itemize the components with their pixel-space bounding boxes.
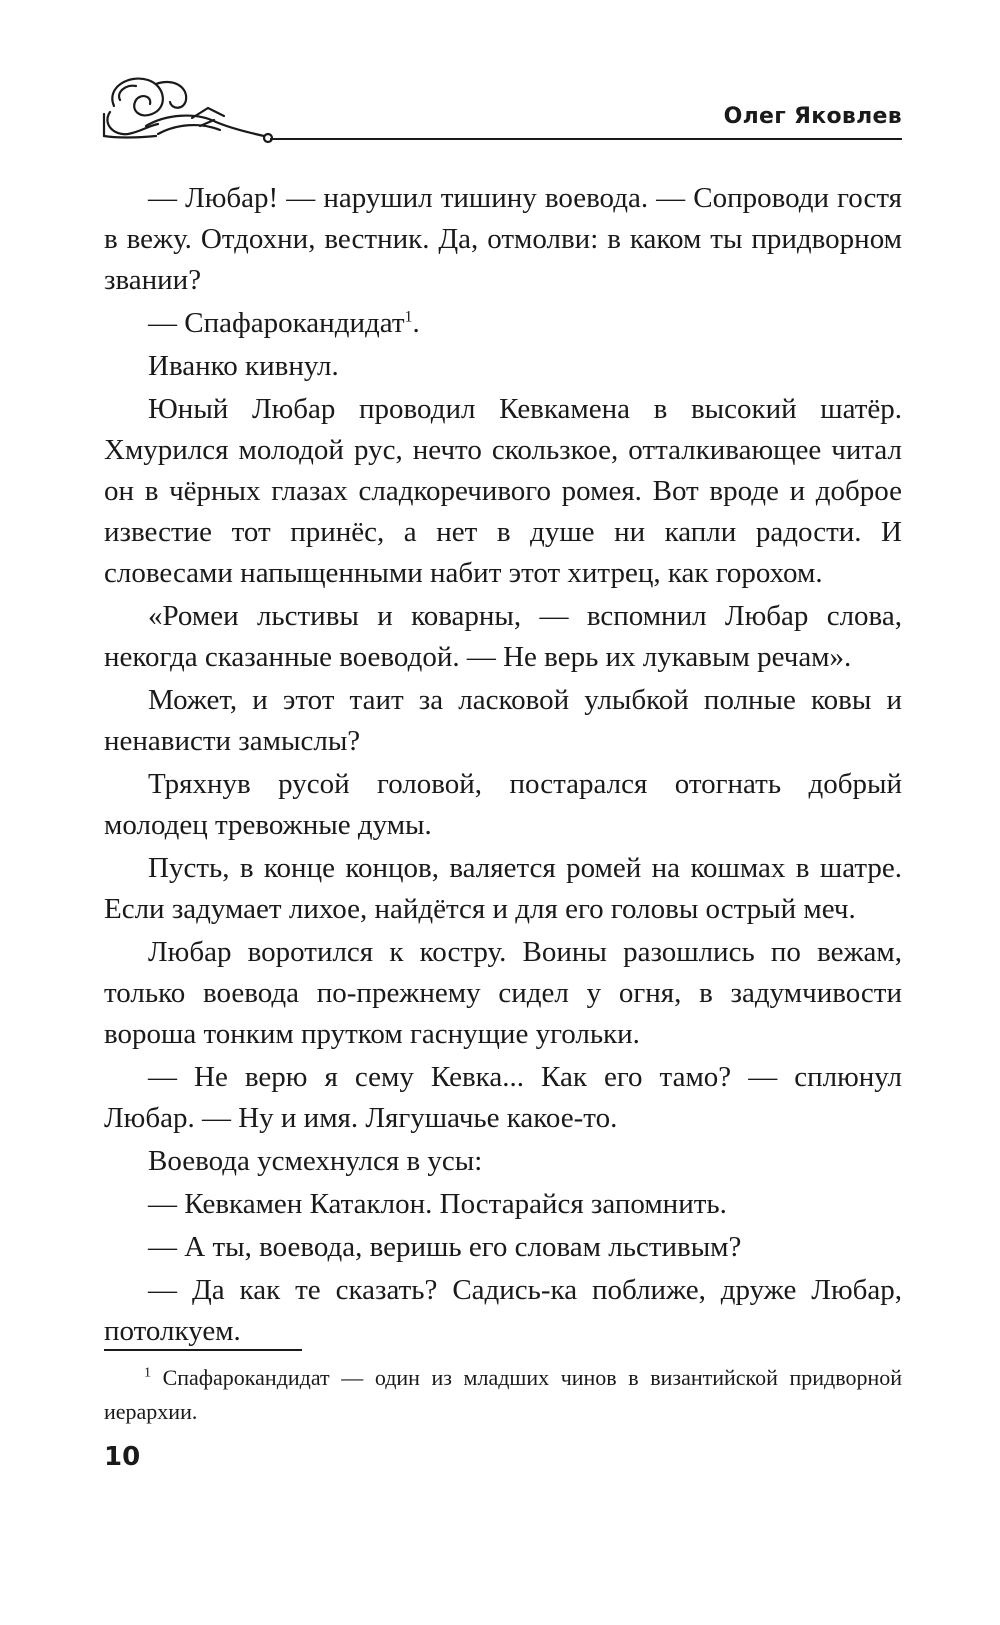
header-rule xyxy=(270,138,902,140)
paragraph: — Да как те сказать? Садись-ка поближе, друже Любар, потолкуем. xyxy=(104,1274,902,1347)
paragraph-text: — Спафарокандидат xyxy=(148,307,405,339)
paragraph: Иванко кивнул. xyxy=(148,350,339,382)
paragraph: Тряхнув русой головой, постарался отогнать добрый молодец тревожные думы. xyxy=(104,768,902,841)
paragraph: Пусть, в конце концов, валяется ромей на кошмах в шатре. Если задумает лихое, найдётся и для его головы острый меч. xyxy=(104,852,902,925)
paragraph: — Любар! — нарушил тишину воевода. — Сопроводи гостя в вежу. Отдохни, вестник. Да, отмолви: в каком ты придворном звании? xyxy=(104,182,902,296)
paragraph: Воевода усмехнулся в усы: xyxy=(148,1145,483,1177)
paragraph: — Не верю я сему Кевка... Как его тамо? — сплюнул Любар. — Ну и имя. Лягушачье какое-то. xyxy=(104,1061,902,1134)
paragraph: Любар воротился к костру. Воины разошлись по вежам, только воевода по-прежнему сидел у огня, в задумчивости вороша тонким прутком гаснущие угольки. xyxy=(104,936,902,1050)
page-number: 10 xyxy=(104,1442,141,1472)
paragraph-punctuation: . xyxy=(412,307,420,339)
paragraph-with-footnote xyxy=(104,303,902,344)
footnote-rule xyxy=(104,1349,302,1351)
footnote xyxy=(104,1361,902,1429)
paragraph: — Кевкамен Катаклон. Постарайся запомнить. xyxy=(148,1188,727,1220)
footnote-text: Спафарокандидат — один из младших чинов в византийской придворной иерархии. xyxy=(104,1365,902,1424)
paragraph: «Ромеи льстивы и коварны, — вспомнил Любар слова, некогда сказанные воеводой. — Не верь их лукавым речам». xyxy=(104,600,902,673)
footnote-reference[interactable]: 1 xyxy=(404,308,413,326)
running-head-author: Олег Яковлев xyxy=(723,104,902,129)
paragraph: Может, и этот таит за ласковой улыбкой полные ковы и ненависти замыслы? xyxy=(104,684,902,757)
ornament-icon xyxy=(96,64,276,144)
footnote-marker: 1 xyxy=(144,1365,151,1381)
body-text xyxy=(104,178,902,1354)
paragraph: Юный Любар проводил Кевкамена в высокий шатёр. Хмурился молодой рус, нечто скользкое, отталкивающее читал он в чёрных глазах сладкоречивого ромея. Вот вроде и доброе известие тот принёс, а нет в душе ни капли радости. И словесами напыщенными набит этот хитрец, как горохом. xyxy=(104,393,902,589)
paragraph: — А ты, воевода, веришь его словам льстивым? xyxy=(148,1231,742,1263)
